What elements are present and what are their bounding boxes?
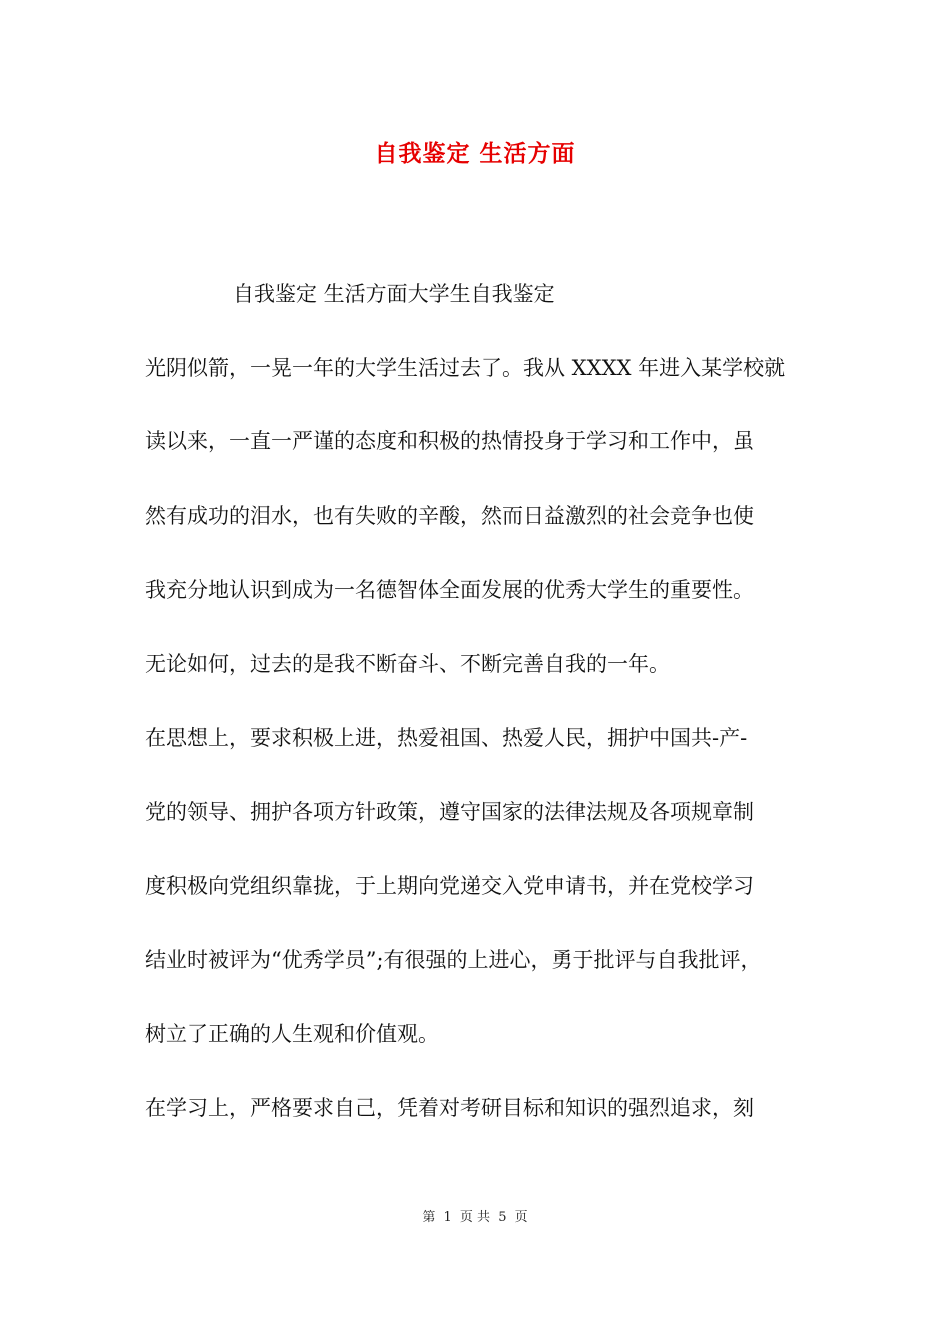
body-line: 在学习上，严格要求自己，凭着对考研目标和知识的强烈追求，刻: [145, 1096, 754, 1120]
footer-total-pages: 5: [498, 1210, 507, 1225]
body-line: 然有成功的泪水，也有失败的辛酸，然而日益激烈的社会竞争也使: [145, 504, 754, 528]
body-line: 读以来，一直一严谨的态度和积极的热情投身于学习和工作中，虽: [145, 429, 754, 453]
page-footer: [0, 1208, 950, 1228]
body-line: 树立了正确的人生观和价值观。: [145, 1022, 439, 1046]
footer-suffix: 页: [514, 1210, 528, 1225]
body-line: 党的领导、拥护各项方针政策，遵守国家的法律法规及各项规章制: [145, 800, 754, 824]
body-line: 无论如何，过去的是我不断奋斗、不断完善自我的一年。: [145, 652, 670, 676]
body-line: 光阴似箭，一晃一年的大学生活过去了。我从 XXXX 年进入某学校就: [145, 356, 786, 380]
footer-middle: 页 共: [459, 1210, 491, 1225]
body-line: 在思想上，要求积极上进，热爱祖国、热爱人民，拥护中国共-产-: [145, 726, 748, 750]
body-line: 我充分地认识到成为一名德智体全面发展的优秀大学生的重要性。: [145, 578, 754, 602]
footer-prefix: 第: [422, 1210, 436, 1225]
footer-current-page: 1: [443, 1210, 452, 1225]
body-line: 结业时被评为“优秀学员”;有很强的上进心，勇于批评与自我批评，: [145, 948, 762, 972]
body-line: 度积极向党组织靠拢，于上期向党递交入党申请书，并在党校学习: [145, 874, 754, 898]
document-title: 自我鉴定 生活方面: [374, 140, 576, 167]
document-subtitle: 自我鉴定 生活方面大学生自我鉴定: [233, 282, 555, 306]
